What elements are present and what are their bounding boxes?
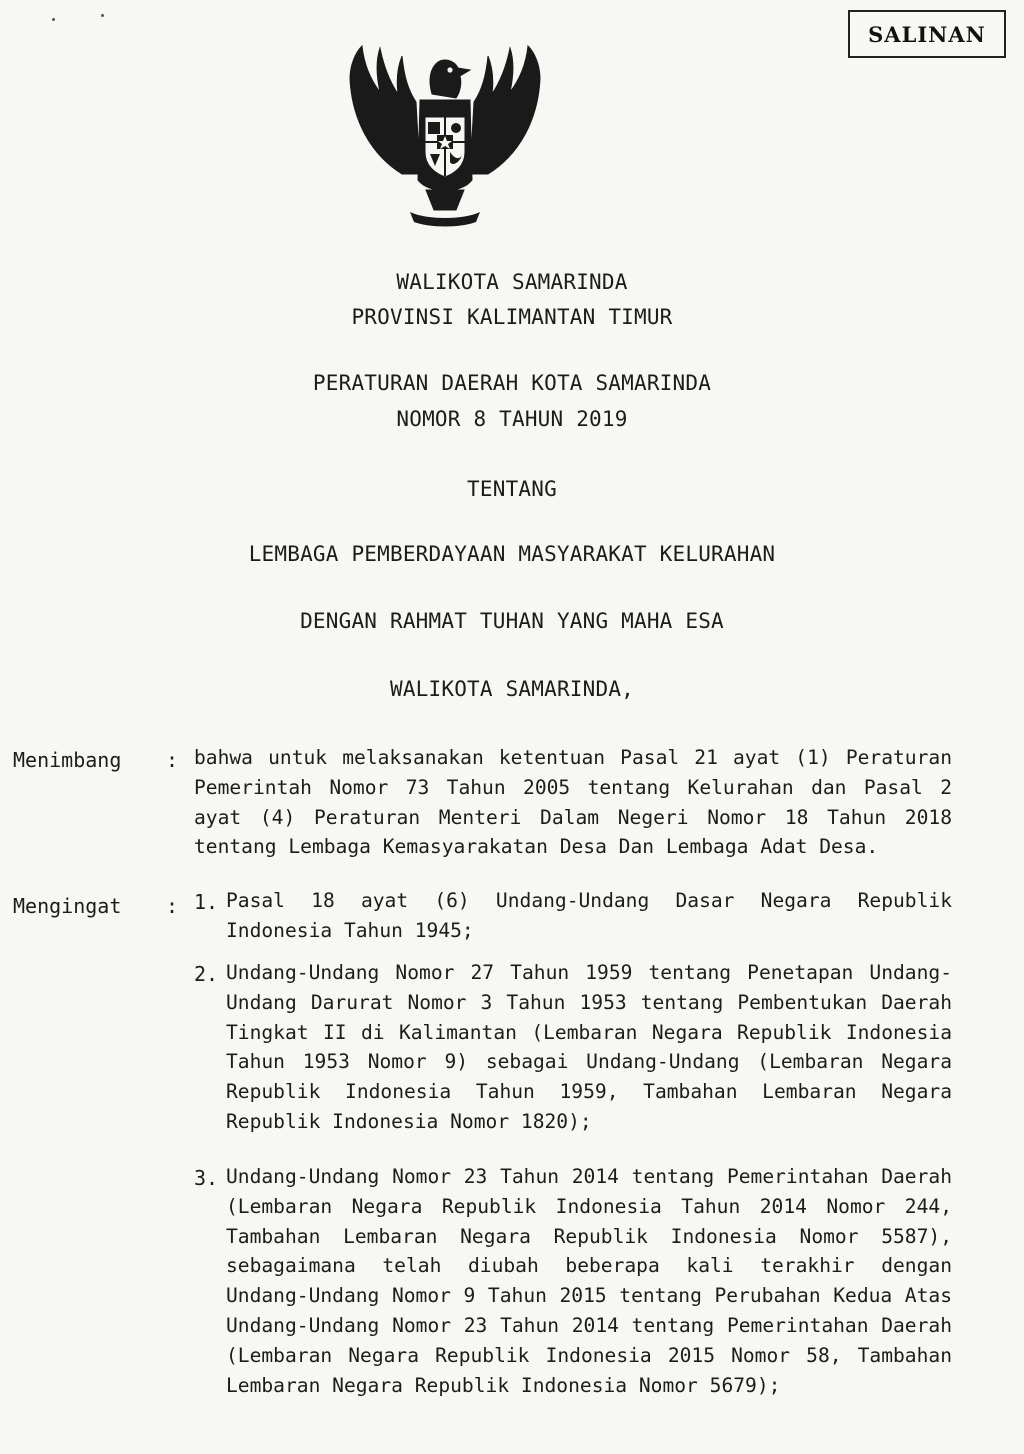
- recalling-item: Undang-Undang Nomor 27 Tahun 1959 tentang Penetapan Undang-Undang Darurat Nomor 3 Tahun 1953 tentang Pembentukan Daerah Tingkat II di Kalimantan (Lembaran Negara Republik Indonesia Tahun 1953 Nomor 9) sebagai Undang-Undang (Lembaran Negara Republik Indonesia Tahun 1959, Tambahan Lembaran Negara Republik Indonesia Nomor 1820);: [226, 961, 952, 1133]
- issuer-line-1: WALIKOTA SAMARINDA: [396, 270, 628, 294]
- considering-label: Menimbang: [13, 748, 122, 772]
- regulation-subject: LEMBAGA PEMBERDAYAAN MASYARAKAT KELURAHAN: [248, 542, 776, 566]
- recalling-colon: :: [166, 894, 179, 918]
- recalling-item-number: 3.: [194, 1166, 219, 1190]
- about-label: TENTANG: [467, 477, 557, 501]
- recalling-item-number: 2.: [194, 962, 219, 986]
- considering-colon: :: [166, 748, 179, 772]
- invocation: DENGAN RAHMAT TUHAN YANG MAHA ESA: [300, 609, 724, 633]
- issuer-line-2: PROVINSI KALIMANTAN TIMUR: [351, 305, 673, 329]
- considering-text: bahwa untuk melaksanakan ketentuan Pasal 21 ayat (1) Peraturan Pemerintah Nomor 73 Tahun 2005 tentang Kelurahan dan Pasal 2 ayat (4) Peraturan Menteri Dalam Negeri Nomor 18 Tahun 2018 tentang Lembaga Kemasyarakatan Desa Dan Lembaga Adat Desa.: [194, 746, 952, 859]
- recalling-item-number: 1.: [194, 890, 219, 914]
- garuda-pancasila-icon: [340, 24, 550, 228]
- salinan-stamp: SALINAN: [848, 10, 1006, 58]
- regulation-number: NOMOR 8 TAHUN 2019: [396, 407, 628, 431]
- recalling-item: Undang-Undang Nomor 23 Tahun 2014 tentang Pemerintahan Daerah (Lembaran Negara Republik Indonesia Tahun 2014 Nomor 244, Tambahan Lembaran Negara Republik Indonesia Nomor 5587), sebagaimana telah diubah beberapa kali terakhir dengan Undang-Undang Nomor 9 Tahun 2015 tentang Perubahan Kedua Atas Undang-Undang Nomor 23 Tahun 2014 tentang Pemerintahan Daerah (Lembaran Negara Republik Indonesia 2015 Nomor 58, Tambahan Lembaran Negara Republik Indonesia Nomor 5679);: [226, 1165, 952, 1397]
- recalling-item: Pasal 18 ayat (6) Undang-Undang Dasar Negara Republik Indonesia Tahun 1945;: [226, 889, 952, 942]
- recalling-label: Mengingat: [13, 894, 122, 918]
- regulation-title: PERATURAN DAERAH KOTA SAMARINDA: [312, 371, 712, 395]
- enactor: WALIKOTA SAMARINDA,: [389, 677, 635, 701]
